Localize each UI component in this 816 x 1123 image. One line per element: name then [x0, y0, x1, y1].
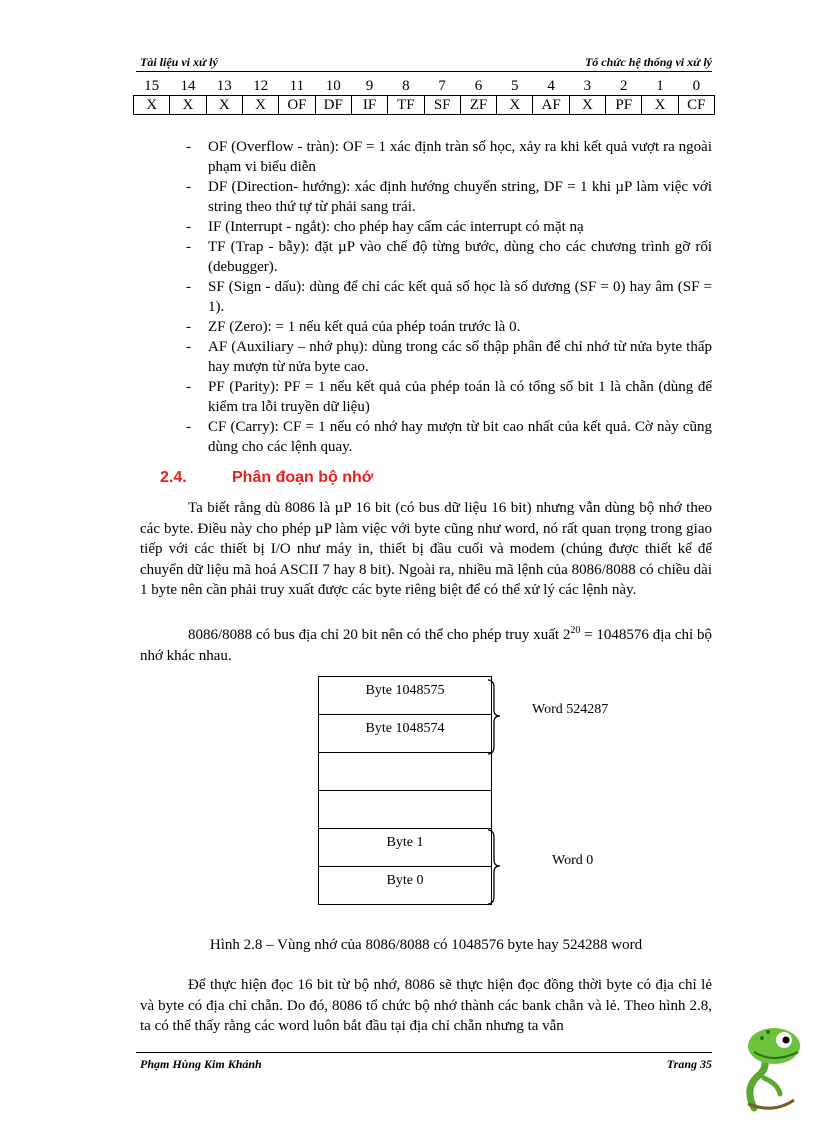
flag-cell: TF: [388, 96, 424, 115]
memory-diagram: [318, 676, 492, 905]
section-heading: [160, 469, 373, 487]
flag-cell: X: [134, 96, 170, 115]
list-item-text: PF (Parity): PF = 1 nếu kết quả của phép toán là có tổng số bit 1 là chẵn (dùng để kiểm tra lỗi truyền dữ liệu): [208, 379, 712, 415]
bit-number: 0: [692, 78, 701, 94]
list-item: [186, 377, 712, 417]
paragraph-2: [140, 621, 712, 666]
word-label-bottom: Word 0: [552, 853, 594, 868]
flag-description-list: [186, 137, 712, 457]
flag-cell: AF: [533, 96, 569, 115]
section-number: 2.4.: [160, 469, 187, 486]
bullet-dash: -: [186, 419, 191, 435]
flag-register-table: [133, 77, 715, 115]
flag-cell: IF: [351, 96, 387, 115]
bit-number: 12: [253, 78, 269, 94]
bullet-dash: -: [186, 239, 191, 255]
flag-cell: CF: [678, 96, 714, 115]
header-right: Tổ chức hệ thống vi xử lý: [584, 55, 712, 69]
bit-number: 6: [474, 78, 483, 94]
flag-cell: X: [242, 96, 278, 115]
memory-cell: [319, 790, 491, 828]
flag-cell: PF: [606, 96, 642, 115]
bit-number: 10: [325, 78, 341, 94]
list-item: [186, 417, 712, 457]
flag-cell: DF: [315, 96, 351, 115]
figure-caption: Hình 2.8 – Vùng nhớ của 8086/8088 có 1048576 byte hay 524288 word: [209, 937, 643, 953]
flag-cell: SF: [424, 96, 460, 115]
bullet-dash: -: [186, 179, 191, 195]
bit-number-row: [134, 77, 715, 96]
list-item: [186, 317, 712, 337]
list-item-text: IF (Interrupt - ngắt): cho phép hay cấm các interrupt có mặt nạ: [208, 219, 584, 235]
flag-cell: X: [206, 96, 242, 115]
bit-number: 15: [144, 78, 160, 94]
bit-number: 8: [402, 78, 410, 94]
word-label-top: Word 524287: [532, 702, 609, 717]
list-item: [186, 337, 712, 377]
flag-cell: X: [642, 96, 678, 115]
flag-cell: X: [497, 96, 533, 115]
memory-cell: Byte 1048575: [365, 683, 445, 698]
lizard-mascot-icon: [734, 1018, 812, 1116]
list-item-text: ZF (Zero): = 1 nếu kết quả của phép toán trước là 0.: [208, 319, 521, 335]
bit-number: 7: [438, 78, 446, 94]
list-item-text: DF (Direction- hướng): xác định hướng chuyển string, DF = 1 khi µP làm việc với string theo thứ tự từ phải sang trái.: [208, 179, 712, 215]
flag-cell: X: [170, 96, 206, 115]
memory-cell: [319, 752, 491, 790]
flag-cell: ZF: [460, 96, 496, 115]
paragraph-2-text-post: = 1048576 địa chỉ bộ nhớ khác nhau.: [140, 627, 712, 664]
header-left: Tài liệu vi xử lý: [140, 55, 218, 69]
bit-number: 5: [511, 78, 519, 94]
bullet-dash: -: [186, 279, 191, 295]
bit-number: 1: [656, 78, 664, 94]
bullet-dash: -: [186, 219, 191, 235]
header-rule: [136, 71, 712, 72]
list-item: [186, 277, 712, 317]
memory-cell: Byte 1048574: [319, 714, 491, 752]
brace-bottom: [486, 828, 506, 908]
list-item: [186, 137, 712, 177]
list-item: [186, 217, 712, 237]
bullet-dash: -: [186, 319, 191, 335]
bullet-dash: -: [186, 379, 191, 395]
flag-name-row: [134, 96, 715, 115]
list-item-text: SF (Sign - dấu): dùng để chỉ các kết quả số học là số dương (SF = 0) hay âm (SF = 1).: [208, 279, 712, 315]
list-item-text: CF (Carry): CF = 1 nếu có nhớ hay mượn từ bit cao nhất của kết quả. Cờ này cũng dùng cho các lệnh quay.: [208, 419, 712, 455]
paragraph-1-text: Ta biết rằng dù 8086 là µP 16 bit (có bus dữ liệu 16 bit) nhưng vẫn dùng bộ nhớ theo các byte. Điều này cho phép µP làm việc với byte cũng như word, nó rất quan trọng trong giao tiếp với các thiết bị I/O như máy in, thiết bị đầu cuối và modem (chúng được thiết kế để chuyển dữ liệu mã hoá ASCII 7 hay 8 bit). Ngoài ra, nhiều mã lệnh của 8086/8088 có chiều dài 1 byte nên cần phải truy xuất được các byte riêng biệt để có thể xử lý các lệnh này.: [140, 500, 712, 598]
list-item: [186, 177, 712, 217]
bit-number: 4: [547, 78, 555, 94]
list-item-text: OF (Overflow - tràn): OF = 1 xác định tràn số học, xảy ra khi kết quả vượt ra ngoài phạm vi biểu diễn: [208, 139, 712, 175]
footer-author: Phạm Hùng Kim Khánh: [140, 1057, 262, 1071]
flag-cell: X: [569, 96, 605, 115]
memory-cell: Byte 1: [319, 828, 491, 866]
paragraph-1: [140, 498, 712, 601]
bit-number: 2: [619, 78, 628, 94]
bit-number: 13: [216, 78, 232, 94]
list-item-text: AF (Auxiliary – nhớ phụ): dùng trong các số thập phân để chỉ nhớ từ nửa byte thấp hay mượn từ nửa byte cao.: [208, 339, 712, 375]
footer-rule: [136, 1052, 712, 1053]
bit-number: 11: [289, 78, 305, 94]
paragraph-3-text: Để thực hiện đọc 16 bit từ bộ nhớ, 8086 sẽ thực hiện đọc đồng thời byte có địa chỉ lẻ và byte có địa chỉ chẵn. Do đó, 8086 tổ chức bộ nhớ thành các bank chẵn và lẻ. Theo hình 2.8, ta có thể thấy rằng các word luôn bắt đầu tại địa chỉ chẵn nhưng ta vẫn: [140, 977, 712, 1034]
paragraph-3: [140, 975, 712, 1037]
bit-number: 3: [583, 78, 592, 94]
bit-number: 14: [180, 78, 196, 94]
brace-top: [486, 678, 506, 758]
flag-cell: OF: [279, 96, 315, 115]
section-title: Phân đoạn bộ nhớ: [232, 469, 374, 486]
memory-cell: Byte 0: [319, 866, 491, 904]
paragraph-2-text-pre: 8086/8088 có bus địa chỉ 20 bit nên có thể cho phép truy xuất 2: [188, 627, 571, 643]
bullet-dash: -: [186, 339, 191, 355]
exponent: 20: [570, 625, 581, 636]
bit-number: 9: [365, 78, 374, 94]
bullet-dash: -: [186, 139, 191, 155]
list-item: [186, 237, 712, 277]
list-item-text: TF (Trap - bẫy): đặt µP vào chế độ từng bước, dùng cho các chương trình gỡ rối (debugger).: [208, 239, 712, 275]
footer-page-number: Trang 35: [666, 1057, 712, 1071]
